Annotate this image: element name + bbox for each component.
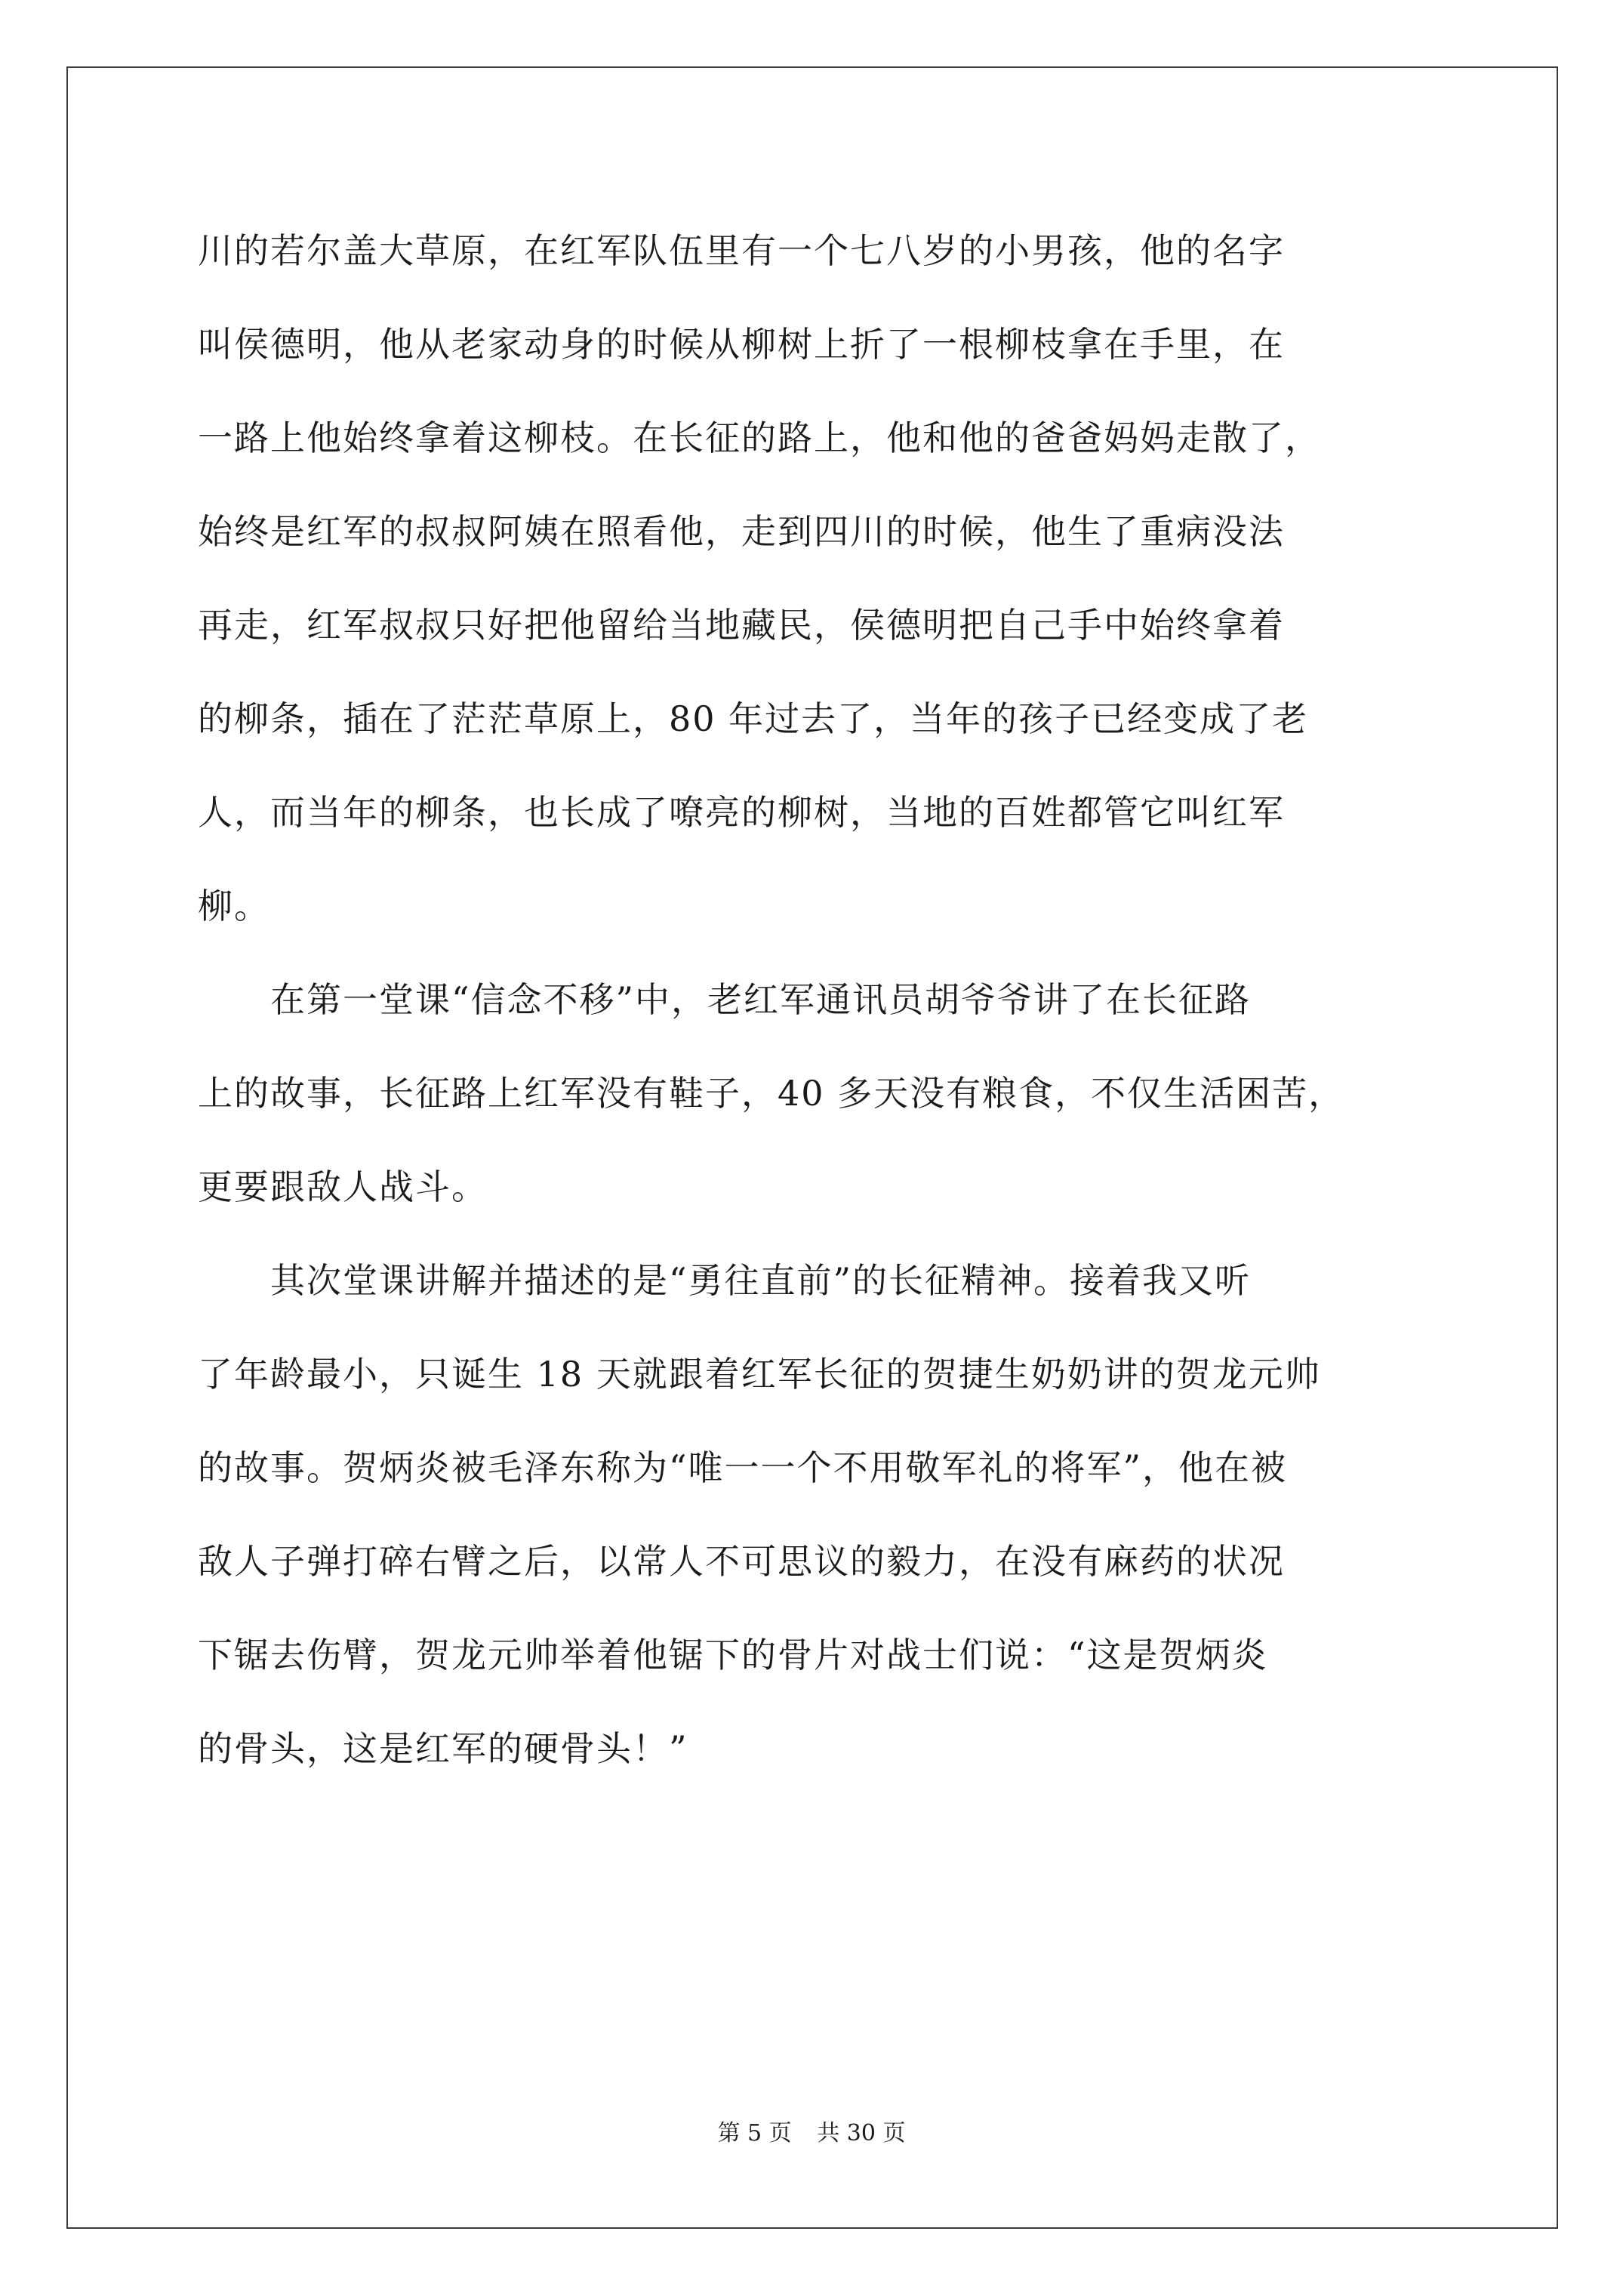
- text-line: 人，而当年的柳条，也长成了嘹亮的柳树，当地的百姓都管它叫红军: [198, 792, 1285, 833]
- text-line: 了年龄最小，只诞生 18 天就跟着红军长征的贺捷生奶奶讲的贺龙元帅: [198, 1354, 1321, 1395]
- text-line: 敌人子弹打碎右臂之后，以常人不可思议的毅力，在没有麻药的状况: [198, 1541, 1285, 1582]
- text-line: 再走，红军叔叔只好把他留给当地藏民，侯德明把自己手中始终拿着: [198, 605, 1285, 646]
- text-line: 更要跟敌人战斗。: [198, 1166, 488, 1207]
- text-line: 始终是红军的叔叔阿姨在照看他，走到四川的时候，他生了重病没法: [198, 511, 1285, 552]
- text-line: 川的若尔盖大草原，在红军队伍里有一个七八岁的小男孩，他的名字: [198, 230, 1285, 271]
- text-line: 下锯去伤臂，贺龙元帅举着他锯下的骨片对战士们说：“这是贺炳炎: [198, 1635, 1268, 1675]
- text-line: 上的故事，长征路上红军没有鞋子，40 多天没有粮食，不仅生活困苦，: [198, 1073, 1345, 1114]
- page-total: 共 30 页: [817, 2120, 906, 2147]
- document-body: [198, 204, 1428, 1795]
- page-number: 第 5 页: [717, 2120, 792, 2147]
- text-line: 在第一堂课“信念不移”中，老红军通讯员胡爷爷讲了在长征路: [198, 979, 1252, 1020]
- text-line: 其次堂课讲解并描述的是“勇往直前”的长征精神。接着我又听: [198, 1260, 1252, 1301]
- page-footer: [0, 2114, 1623, 2147]
- text-line: 一路上他始终拿着这柳枝。在长征的路上，他和他的爸爸妈妈走散了，: [198, 418, 1321, 458]
- text-line: 的故事。贺炳炎被毛泽东称为“唯一一个不用敬军礼的将军”，他在被: [198, 1447, 1288, 1488]
- text-line: 柳。: [198, 886, 270, 926]
- text-line: 的柳条，插在了茫茫草原上，80 年过去了，当年的孩子已经变成了老: [198, 698, 1309, 739]
- text-line: 的骨头，这是红军的硬骨头！”: [198, 1728, 688, 1769]
- text-line: 叫侯德明，他从老家动身的时候从柳树上折了一根柳枝拿在手里，在: [198, 324, 1285, 365]
